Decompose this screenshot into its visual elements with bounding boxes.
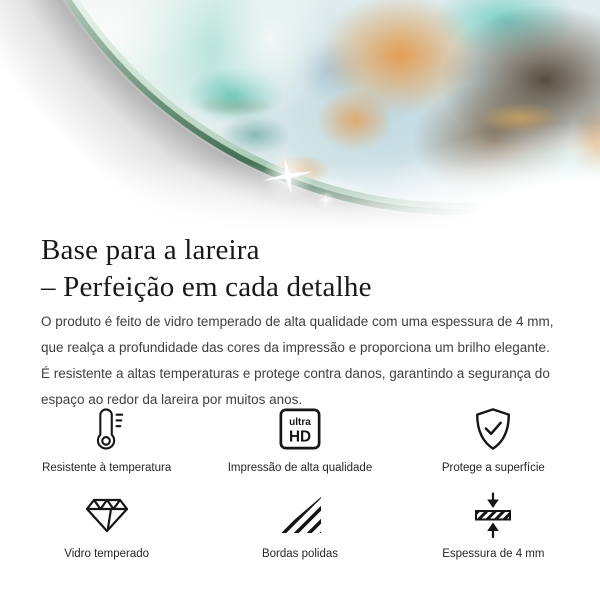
- ultra-hd-icon: [278, 407, 322, 451]
- feature-label: Impressão de alta qualidade: [227, 462, 373, 474]
- feature-label: Vidro temperado: [64, 548, 150, 560]
- polished-edges-icon: [279, 497, 321, 533]
- feature-print-quality: [203, 405, 396, 475]
- feature-tempered-glass: [10, 491, 203, 561]
- content-area: [0, 232, 600, 413]
- feature-temperature: [10, 405, 203, 475]
- feature-label: Bordas polidas: [261, 548, 339, 560]
- ultra-hd-icon-text-top: ultra: [289, 417, 311, 429]
- shield-check-icon: [471, 406, 515, 452]
- small-glint-icon: [316, 190, 336, 210]
- feature-label: Espessura de 4 mm: [442, 548, 545, 560]
- product-description: O produto é feito de vidro temperado de alta qualidade com uma espessura de 4 mm, que realça a profundidade das cores da impressão e proporciona um brilho elegante. É resistente a altas temperaturas e protege contra danos, garantindo a segurança do espaço ao redor da lareira por muitos anos.: [41, 314, 554, 407]
- diamond-icon: [84, 495, 130, 535]
- page-title-line1: Base para a lareira: [41, 234, 260, 266]
- feature-label: Resistente à temperatura: [42, 462, 172, 474]
- feature-thickness: [397, 491, 590, 561]
- feature-label: Protege a superfície: [441, 462, 545, 474]
- page-title: [41, 232, 559, 306]
- feature-polished-edges: [203, 491, 396, 561]
- feature-surface-protection: [397, 405, 590, 475]
- page-title-line2: – Perfeição em cada detalhe: [41, 271, 372, 303]
- thickness-press-icon: [471, 491, 515, 539]
- product-hero-image: [0, 0, 600, 230]
- ultra-hd-icon-text-bottom: HD: [288, 428, 312, 446]
- features-grid: [10, 405, 590, 561]
- sparkle-icon: [260, 148, 316, 204]
- thermometer-icon: [87, 406, 127, 452]
